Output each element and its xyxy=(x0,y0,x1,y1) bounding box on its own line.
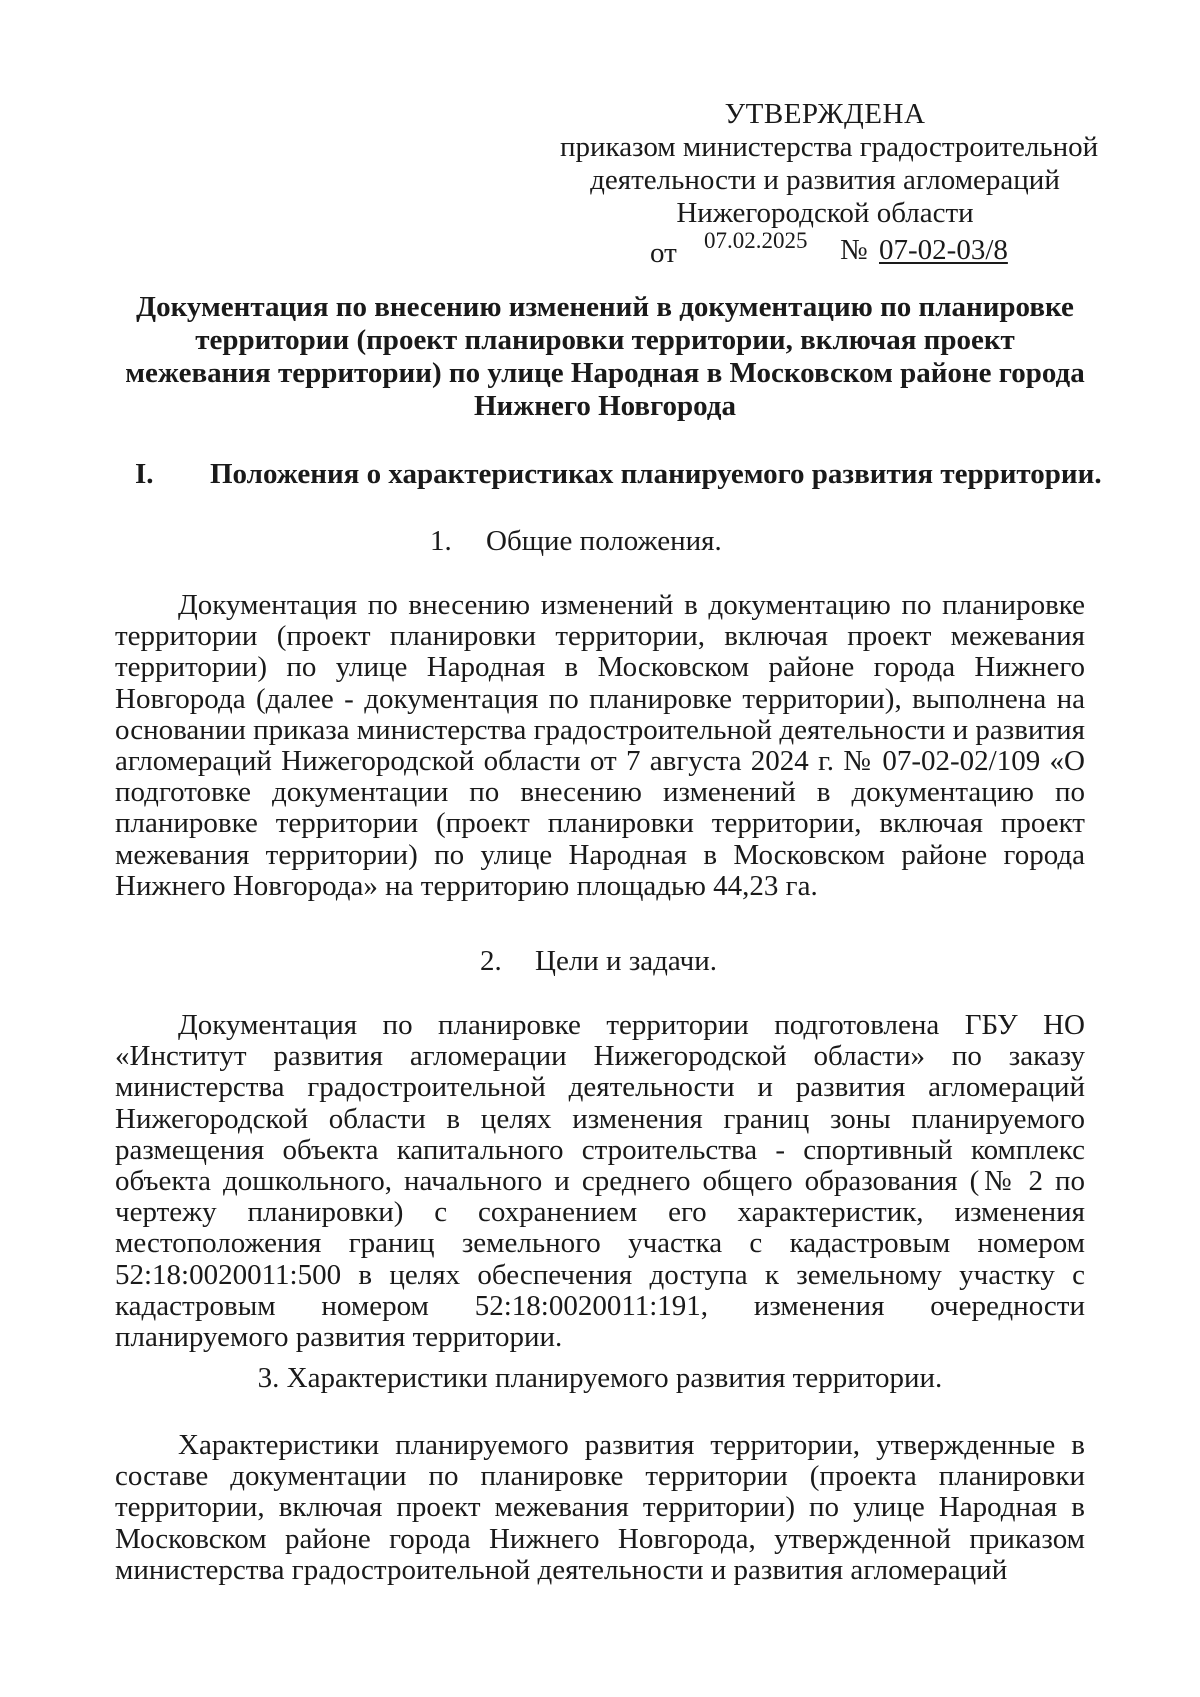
subsection-1-title: Общие положения. xyxy=(486,525,722,557)
approval-line-2: деятельности и развития агломераций xyxy=(590,164,1060,196)
approval-line-1: приказом министерства градостроительной xyxy=(560,131,1099,163)
subsection-1-number: 1. xyxy=(430,525,452,557)
approval-line-3: Нижегородской области xyxy=(676,197,974,229)
approval-block xyxy=(560,98,1099,230)
subsection-3-paragraph: Характеристики планируемого развития территории, утвержденные в составе документации по планировке территории (проекта планировки территории, включая проект межевания территории) по улице Народная в Московском районе города Нижнего Новгорода, утвержденной приказом министерства градостроительной деятельности и развития агломераций xyxy=(115,1429,1085,1586)
from-label: от xyxy=(650,237,677,269)
subsection-2-title: Цели и задачи. xyxy=(535,945,717,977)
document-title: Документация по внесению изменений в документацию по планировке территории (проект планировки территории, включая проект межевания территории) по улице Народная в Московском районе города Нижнего Новгорода xyxy=(125,291,1085,422)
number-sign: № xyxy=(840,234,868,266)
approval-date: 07.02.2025 xyxy=(704,228,808,253)
section-title: Положения о характеристиках планируемого развития территории. xyxy=(210,458,1102,490)
subsection-1-paragraph: Документация по внесению изменений в документацию по планировке территории (проект планировки территории, включая проект межевания территории) по улице Народная в Московском районе города Нижнего Новгорода (далее - документация по планировке территории), выполнена на основании приказа министерства градостроительной деятельности и развития агломераций Нижегородской области от 7 августа 2024 г. № 07-02-02/109 «О подготовке документации по внесению изменений в документацию по планировке территории (проект планировки территории, включая проект межевания территории) по улице Народная в Московском районе города Нижнего Новгорода» на территорию площадью 44,23 га. xyxy=(115,589,1085,902)
section-number: I. xyxy=(135,458,154,490)
approval-date-line xyxy=(650,228,1070,268)
approval-stamp: УТВЕРЖДЕНА xyxy=(724,98,926,130)
subsection-2-number: 2. xyxy=(480,945,502,977)
subsection-3-heading: 3. Характеристики планируемого развития территории. xyxy=(257,1362,943,1394)
subsection-2-paragraph: Документация по планировке территории подготовлена ГБУ НО «Институт развития агломерации Нижегородской области» по заказу министерства градостроительной деятельности и развития агломераций Нижегородской области в целях изменения границ зоны планируемого размещения объекта капитального строительства - спортивный комплекс объекта дошкольного, начального и среднего общего образования (№ 2 по чертежу планировки) с сохранением его характеристик, изменения местоположения границ земельного участка с кадастровым номером 52:18:0020011:500 в целях обеспечения доступа к земельному участку с кадастровым номером 52:18:0020011:191, изменения очередности планируемого развития территории. xyxy=(115,1009,1085,1354)
order-number: 07-02-03/8 xyxy=(879,234,1008,266)
